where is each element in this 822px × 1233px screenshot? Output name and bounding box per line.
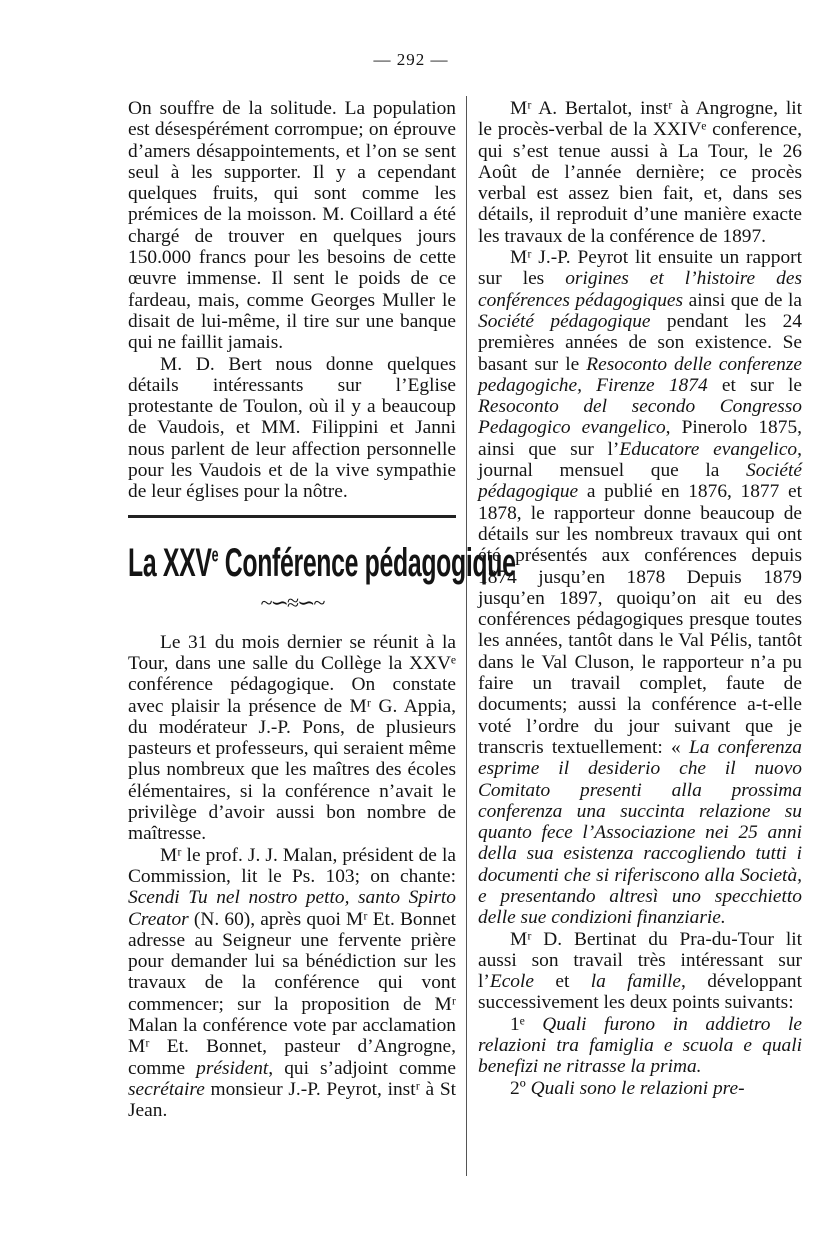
right-column	[478, 98, 802, 1099]
italic-run: secrétaire	[128, 1078, 205, 1100]
italic-run: Quali sono le relazioni pre-	[530, 1077, 745, 1099]
italic-run: origines et l’histoire des conférences pédagogiques	[478, 268, 802, 311]
list-number: 1ᵉ	[510, 1013, 543, 1035]
text-run: Mʳ le prof. J. J. Malan, président de la Commission, lit le Ps. 103; on chante:	[128, 844, 456, 887]
text-run: a publié en 1876, 1877 et 1878, le rapporteur donne beaucoup de détails sur les nombreux travaux qui ont été présentés aux conférences depuis 1874 jusqu’en 1878 Depuis 1879 jusqu’en 1897, quoiqu’on ait eu des conférences pédagogiques presque toutes les années, tantôt dans le Val Pélis, tantôt dans le Val Cluson, le rapporteur n’a pu faire un travail complet, faute de documents; aussi la conférence a-t-elle voté l’ordre du jour suivant que je transcris textuellement: «	[478, 481, 802, 758]
text-run: et	[534, 971, 591, 993]
page-number: — 292 —	[373, 50, 449, 69]
paragraph: On souffre de la solitude. La population est désespérément corrompue; on éprouve d’amers désappointements, et l’on se sent seul à les supporter. Il y a cependant quelques fruits, qui sont comme les prémices de la moisson. M. Coillard a été chargé de trouver en quelques jours 150.000 francs pour les besoins de cette œuvre immense. Il sent le poids de ce fardeau, mais, comme Georges Muller le disait de lui-même, il tire sur une banque qui ne faillit jamais.	[128, 98, 456, 354]
paragraph	[478, 929, 802, 1014]
list-item	[478, 1014, 802, 1078]
text-run: , développant successivement les deux points suivants:	[478, 971, 802, 1014]
paragraph: Mʳ A. Bertalot, instʳ à Angrogne, lit le procès-verbal de la XXIVᵉ conference, qui s’est tenue aussi à La Tour, le 26 Août de l’année dernière; ce procès verbal est assez bien fait, et, dans ses détails, il reproduit d’une manière exacte les travaux de la conférence de 1897.	[478, 98, 802, 247]
paragraph: M. D. Bert nous donne quelques détails intéressants sur l’Eglise protestante de Toulon, où il y a beaucoup de Vaudois, et MM. Filippini et Janni nous parlent de leur affection personnelle pour les Vaudois et de la vive sympathie de leur églises pour la nôtre.	[128, 353, 456, 503]
section-title-text: Conférence pédagogique	[218, 540, 516, 585]
text-run: , journal mensuel que la	[478, 438, 802, 482]
italic-run: Resoconto delle conferenze pedagogiche, Firenze 1874	[478, 353, 802, 396]
italic-run: Quali furono in addietro le relazioni tra famiglia e scuola e quali benefizi ne ritrasse la prima.	[478, 1013, 803, 1078]
text-run: , qui s’adjoint comme	[268, 1057, 456, 1079]
text-run: pendant les 24 premières années de son existence. Se basant sur le	[478, 310, 802, 375]
list-item	[478, 1078, 802, 1099]
text-run: , Pinerolo 1875, ainsi que sur l’	[478, 417, 802, 460]
section-title	[128, 540, 516, 586]
text-run: Mʳ D. Bertinat du Pra-du-Tour lit aussi son travail très intéressant sur l’	[478, 928, 802, 993]
column-divider	[466, 96, 467, 1176]
italic-run: Resoconto del secondo Congresso Pedagogico evangelico	[478, 396, 802, 439]
italic-run: Scendi Tu nel nostro petto, santo Spirto Creator	[128, 887, 456, 930]
list-number: 2º	[510, 1077, 531, 1099]
paragraph	[128, 845, 456, 1122]
paragraph	[478, 247, 802, 929]
italic-run: la famille	[590, 971, 682, 993]
italic-run: Société pédagogique	[478, 460, 802, 503]
section-title-superscript: e	[211, 544, 219, 567]
text-run: (N. 60), après quoi Mʳ Et. Bonnet adresse au Seigneur une fervente prière pour demander lui sa bénédiction sur les travaux de la conférence qui vont commencer; sur la proposition de Mʳ Malan la conférence vote par acclamation Mʳ Et. Bonnet, pasteur d’Angrogne, comme	[128, 908, 456, 1079]
italic-run: Educatore evangelico	[619, 438, 798, 460]
italic-run: Société pédagogique	[478, 310, 651, 332]
text-run: et sur le	[707, 374, 802, 396]
text-run: ainsi que de la	[683, 289, 802, 311]
italic-run: La conferenza esprime il desiderio che il nuovo Comitato presenti alla prossima conferenza una succinta relazione su quanto fece l’Associazione nei 25 anni della sua esistenza raccogliendo tutti i documenti che si riferiscono alla Società, e presentando altresì uno specchietto delle sue condizioni finanziarie.	[478, 736, 802, 929]
italic-run: Ecole	[489, 971, 534, 993]
text-run: monsieur J.-P. Peyrot, instʳ à St Jean.	[128, 1078, 456, 1122]
section-title-text: La XXV	[128, 540, 212, 585]
italic-run: président	[196, 1057, 269, 1079]
ornament-flourish: ~∽≈∽~	[260, 589, 324, 615]
section-divider	[128, 515, 456, 518]
paragraph: Le 31 du mois dernier se réunit à la Tour, dans une salle du Collège la XXVᵉ conférence pédagogique. On constate avec plaisir la présence de Mʳ G. Appia, du modérateur J.-P. Pons, de plusieurs pasteurs et professeurs, qui seraient même plus nombreux que les maîtres des écoles élémentaires, si la conférence n’avait le privilège d’avoir aussi bon nombre de maîtresse.	[128, 631, 456, 845]
text-run: Mʳ J.-P. Peyrot lit ensuite un rapport sur les	[478, 247, 802, 290]
